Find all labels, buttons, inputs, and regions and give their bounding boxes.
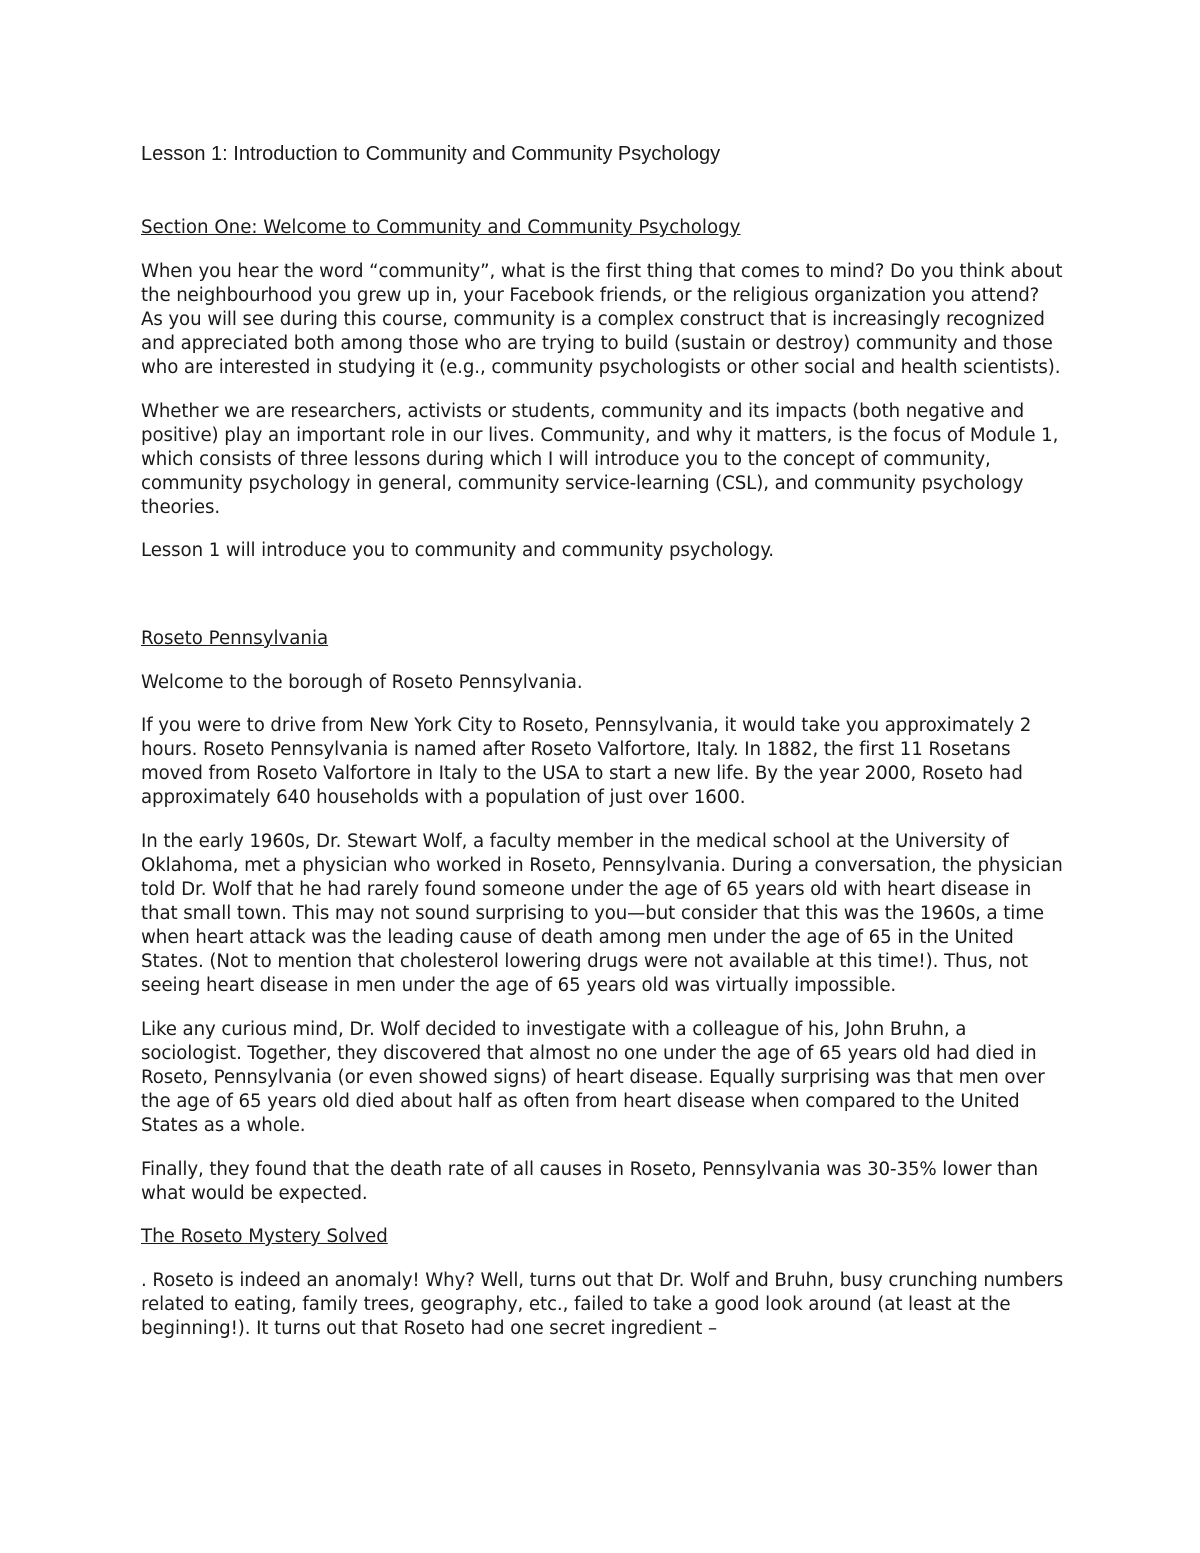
lesson-title: Lesson 1: Introduction to Community and Community Psychology <box>141 143 721 165</box>
paragraph-investigation: Like any curious mind, Dr. Wolf decided to investigate with a colleague of his, John Bruhn, a sociologist. Together, they discovered that almost no one under the age of 65 years old had died in Roseto, Pennsylvania (or even showed signs) of heart disease. Equally surprising was that men over the age of 65 years old died about half as often from heart disease when compared to the United States as a whole. <box>141 1019 1045 1136</box>
section-one-heading: Section One: Welcome to Community and Community Psychology <box>141 217 741 238</box>
mystery-heading: The Roseto Mystery Solved <box>141 1226 388 1247</box>
document-body <box>141 140 1066 1341</box>
paragraph-community-question: When you hear the word “community”, what is the first thing that comes to mind? Do you think about the neighbourhood you grew up in, your Facebook friends, or the religious organization you attend? As you will see during this course, community is a complex construct that is increasingly recognized and appreciated both among those who are trying to build (sustain or destroy) community and those who are interested in studying it (e.g., community psychologists or other social and health scientists). <box>141 261 1063 378</box>
paragraph-lesson-intro: Lesson 1 will introduce you to community and community psychology. <box>141 540 774 561</box>
paragraph-mystery-solved: . Roseto is indeed an anomaly! Why? Well, turns out that Dr. Wolf and Bruhn, busy crunching numbers related to eating, family trees, geography, etc., failed to take a good look around (at least at the beginning!). It turns out that Roseto had one secret ingredient – <box>141 1270 1064 1339</box>
paragraph-roseto-welcome: Welcome to the borough of Roseto Pennsylvania. <box>141 672 583 693</box>
paragraph-roseto-history: If you were to drive from New York City to Roseto, Pennsylvania, it would take you approximately 2 hours. Roseto Pennsylvania is named after Roseto Valfortore, Italy. In 1882, the first 11 Rosetans moved from Roseto Valfortore in Italy to the USA to start a new life. By the year 2000, Roseto had approximately 640 households with a population of just over 1600. <box>141 715 1032 808</box>
paragraph-community-impacts: Whether we are researchers, activists or students, community and its impacts (both negative and positive) play an important role in our lives. Community, and why it matters, is the focus of Module 1, which consists of three lessons during which I will introduce you to the concept of community, community psychology in general, community service-learning (CSL), and community psychology theories. <box>141 401 1059 518</box>
paragraph-death-rate: Finally, they found that the death rate of all causes in Roseto, Pennsylvania was 30-35% lower than what would be expected. <box>141 1159 1039 1204</box>
roseto-heading: Roseto Pennsylvania <box>141 628 329 649</box>
paragraph-dr-wolf: In the early 1960s, Dr. Stewart Wolf, a faculty member in the medical school at the University of Oklahoma, met a physician who worked in Roseto, Pennsylvania. During a conversation, the physician told Dr. Wolf that he had rarely found someone under the age of 65 years old with heart disease in that small town. This may not sound surprising to you—but consider that this was the 1960s, a time when heart attack was the leading cause of death among men under the age of 65 in the United States. (Not to mention that cholesterol lowering drugs were not available at this time!). Thus, not seeing heart disease in men under the age of 65 years old was virtually impossible. <box>141 831 1063 996</box>
